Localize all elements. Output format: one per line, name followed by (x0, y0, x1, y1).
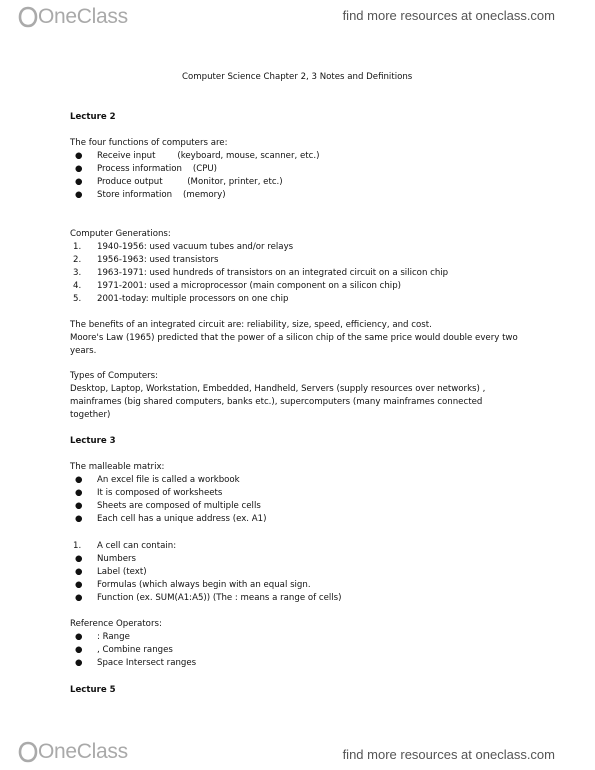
bullet-icon: ● (75, 567, 83, 577)
bullet-icon: ● (75, 658, 83, 668)
bullet-icon: ● (75, 645, 83, 655)
logo-text: OneClass (38, 740, 128, 763)
bullet-icon: ● (75, 475, 83, 485)
oneclass-logo[interactable] (18, 4, 128, 30)
logo-text: OneClass (38, 5, 128, 28)
bullet-icon: ● (75, 580, 83, 590)
types-text-cont: mainframes (big shared computers, banks etc.), supercomputers (many mainframes connected (70, 397, 483, 407)
bullet-icon: ● (75, 632, 83, 642)
lecture-3-heading: Lecture 3 (70, 436, 116, 446)
lecture-5-heading: Lecture 5 (70, 685, 116, 695)
lecture-2-heading: Lecture 2 (70, 112, 116, 122)
functions-intro: The four functions of computers are: (70, 138, 228, 148)
oneclass-logo-icon (18, 5, 38, 29)
oneclass-logo-footer[interactable] (18, 739, 128, 765)
promo-link-bottom[interactable]: find more resources at oneclass.com (342, 747, 555, 762)
bullet-icon: ● (75, 554, 83, 564)
bullet-icon: ● (75, 501, 83, 511)
types-heading: Types of Computers: (70, 371, 159, 381)
bullet-icon: ● (75, 177, 83, 187)
types-text-cont: together) (70, 410, 111, 420)
bullet-icon: ● (75, 151, 83, 161)
bullet-icon: ● (75, 514, 83, 524)
promo-link-top[interactable]: find more resources at oneclass.com (342, 8, 555, 23)
types-text: Desktop, Laptop, Workstation, Embedded, Handheld, Servers (supply resources over networks) , (70, 384, 486, 394)
bullet-icon: ● (75, 488, 83, 498)
document-title: Computer Science Chapter 2, 3 Notes and Definitions (182, 72, 413, 82)
generations-intro: Computer Generations: (70, 229, 171, 239)
benefits-text: The benefits of an integrated circuit are: reliability, size, speed, efficiency, and cost. (70, 320, 432, 330)
bullet-icon: ● (75, 593, 83, 603)
oneclass-logo-icon (18, 740, 38, 764)
matrix-intro: The malleable matrix: (70, 462, 165, 472)
reference-operators-intro: Reference Operators: (70, 619, 162, 629)
moores-law-text-cont: years. (70, 346, 97, 356)
moores-law-text: Moore's Law (1965) predicted that the power of a silicon chip of the same price would double every two (70, 333, 518, 343)
bullet-icon: ● (75, 164, 83, 174)
bullet-icon: ● (75, 190, 83, 200)
